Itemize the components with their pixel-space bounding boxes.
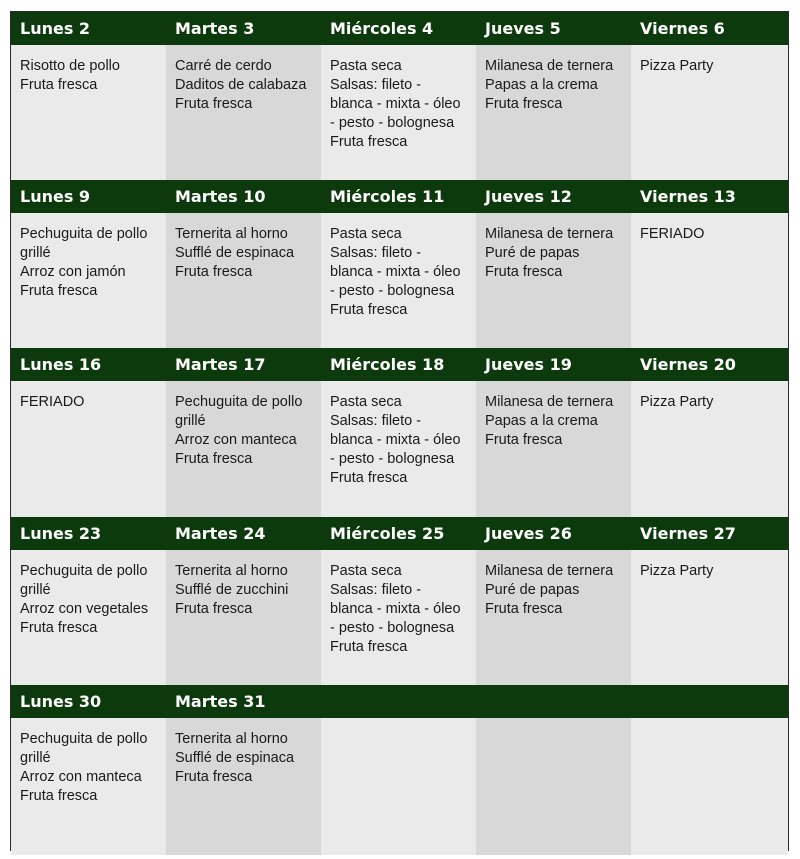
- day-header: Miércoles 18: [321, 348, 476, 381]
- menu-line: Pechuguita de pollo: [20, 731, 148, 747]
- day-menu-cell: [476, 550, 631, 685]
- day-menu-cell: [476, 381, 631, 517]
- menu-line: Arroz con manteca: [175, 432, 297, 448]
- day-header: Martes 17: [166, 348, 321, 381]
- day-menu-cell: [11, 45, 166, 180]
- menu-line: Salsas: fileto -: [330, 245, 422, 261]
- menu-line: Fruta fresca: [330, 134, 408, 150]
- menu-line: Papas a la crema: [485, 413, 598, 429]
- day-menu-cell: [11, 718, 166, 855]
- menu-line: Milanesa de ternera: [485, 226, 614, 242]
- menu-line: Pechuguita de pollo: [20, 563, 148, 579]
- menu-line: Sufflé de zucchini: [175, 582, 289, 598]
- day-header: Lunes 9: [11, 180, 166, 213]
- menu-line: Milanesa de ternera: [485, 58, 614, 74]
- menu-line: Fruta fresca: [485, 432, 563, 448]
- menu-line: Arroz con jamón: [20, 264, 126, 280]
- day-header: Viernes 20: [631, 348, 788, 381]
- day-menu-cell: [476, 45, 631, 180]
- menu-line: grillé: [20, 245, 51, 261]
- menu-line: Ternerita al horno: [175, 563, 288, 579]
- menu-line: Pizza Party: [640, 563, 714, 579]
- day-menu-cell: [166, 381, 321, 517]
- menu-line: Carré de cerdo: [175, 58, 272, 74]
- menu-line: FERIADO: [640, 226, 705, 242]
- menu-line: Fruta fresca: [330, 639, 408, 655]
- menu-line: Fruta fresca: [485, 264, 563, 280]
- day-menu-cell: [321, 213, 476, 348]
- day-menu-cell: [321, 550, 476, 685]
- menu-line: Daditos de calabaza: [175, 77, 307, 93]
- day-header: Miércoles 4: [321, 12, 476, 45]
- day-header: Miércoles 25: [321, 517, 476, 550]
- menu-line: - pesto - bolognesa: [330, 115, 455, 131]
- menu-line: Pizza Party: [640, 58, 714, 74]
- menu-line: Fruta fresca: [175, 96, 253, 112]
- day-header: [631, 685, 788, 718]
- day-menu-cell: [476, 213, 631, 348]
- menu-line: Sufflé de espinaca: [175, 750, 295, 766]
- day-menu-cell: [11, 550, 166, 685]
- menu-line: - pesto - bolognesa: [330, 451, 455, 467]
- menu-line: - pesto - bolognesa: [330, 283, 455, 299]
- menu-line: Ternerita al horno: [175, 731, 288, 747]
- day-menu-cell: [631, 45, 788, 180]
- menu-line: grillé: [175, 413, 206, 429]
- day-header: Jueves 26: [476, 517, 631, 550]
- menu-line: Fruta fresca: [330, 302, 408, 318]
- menu-line: Fruta fresca: [175, 264, 253, 280]
- day-header: Martes 31: [166, 685, 321, 718]
- menu-line: Fruta fresca: [20, 620, 98, 636]
- day-menu-cell: [166, 718, 321, 855]
- menu-line: Fruta fresca: [20, 283, 98, 299]
- day-menu-cell: [631, 718, 788, 855]
- day-menu-cell: [11, 213, 166, 348]
- menu-line: Milanesa de ternera: [485, 394, 614, 410]
- day-header: Lunes 2: [11, 12, 166, 45]
- day-header: Viernes 6: [631, 12, 788, 45]
- day-menu-cell: [321, 718, 476, 855]
- menu-line: Milanesa de ternera: [485, 563, 614, 579]
- menu-line: Puré de papas: [485, 245, 580, 261]
- day-menu-cell: [631, 381, 788, 517]
- day-header: Lunes 16: [11, 348, 166, 381]
- menu-line: Fruta fresca: [20, 77, 98, 93]
- day-menu-cell: [631, 550, 788, 685]
- menu-line: - pesto - bolognesa: [330, 620, 455, 636]
- menu-line: grillé: [20, 582, 51, 598]
- menu-line: Sufflé de espinaca: [175, 245, 295, 261]
- day-menu-cell: [631, 213, 788, 348]
- menu-line: Risotto de pollo: [20, 58, 120, 74]
- day-header: Miércoles 11: [321, 180, 476, 213]
- menu-line: Puré de papas: [485, 582, 580, 598]
- day-header: Jueves 19: [476, 348, 631, 381]
- menu-line: Fruta fresca: [20, 788, 98, 804]
- day-header: Martes 3: [166, 12, 321, 45]
- menu-line: Pasta seca: [330, 563, 402, 579]
- day-header: Jueves 5: [476, 12, 631, 45]
- menu-line: Fruta fresca: [485, 601, 563, 617]
- menu-line: Pechuguita de pollo: [20, 226, 148, 242]
- day-header: Lunes 30: [11, 685, 166, 718]
- menu-line: Salsas: fileto -: [330, 77, 422, 93]
- menu-calendar-grid: [10, 11, 789, 851]
- menu-line: Arroz con vegetales: [20, 601, 149, 617]
- day-menu-cell: [166, 213, 321, 348]
- menu-line: Pizza Party: [640, 394, 714, 410]
- day-menu-cell: [11, 381, 166, 517]
- day-header: Martes 24: [166, 517, 321, 550]
- menu-line: Fruta fresca: [175, 769, 253, 785]
- menu-line: Fruta fresca: [485, 96, 563, 112]
- menu-line: Ternerita al horno: [175, 226, 288, 242]
- day-menu-cell: [166, 45, 321, 180]
- day-menu-cell: [321, 45, 476, 180]
- menu-line: Pechuguita de pollo: [175, 394, 303, 410]
- menu-line: Salsas: fileto -: [330, 413, 422, 429]
- menu-line: Papas a la crema: [485, 77, 598, 93]
- day-menu-cell: [166, 550, 321, 685]
- menu-line: blanca - mixta - óleo: [330, 96, 461, 112]
- menu-line: blanca - mixta - óleo: [330, 432, 461, 448]
- menu-line: Pasta seca: [330, 394, 402, 410]
- day-header: [321, 685, 476, 718]
- menu-line: blanca - mixta - óleo: [330, 264, 461, 280]
- day-header: Jueves 12: [476, 180, 631, 213]
- day-header: [476, 685, 631, 718]
- day-header: Martes 10: [166, 180, 321, 213]
- menu-line: Fruta fresca: [175, 451, 253, 467]
- day-menu-cell: [321, 381, 476, 517]
- menu-line: Fruta fresca: [330, 470, 408, 486]
- menu-line: Pasta seca: [330, 226, 402, 242]
- day-header: Lunes 23: [11, 517, 166, 550]
- day-menu-cell: [476, 718, 631, 855]
- day-header: Viernes 27: [631, 517, 788, 550]
- menu-line: blanca - mixta - óleo: [330, 601, 461, 617]
- menu-line: Salsas: fileto -: [330, 582, 422, 598]
- menu-line: Arroz con manteca: [20, 769, 142, 785]
- menu-line: Pasta seca: [330, 58, 402, 74]
- day-header: Viernes 13: [631, 180, 788, 213]
- menu-line: grillé: [20, 750, 51, 766]
- menu-line: FERIADO: [20, 394, 85, 410]
- menu-line: Fruta fresca: [175, 601, 253, 617]
